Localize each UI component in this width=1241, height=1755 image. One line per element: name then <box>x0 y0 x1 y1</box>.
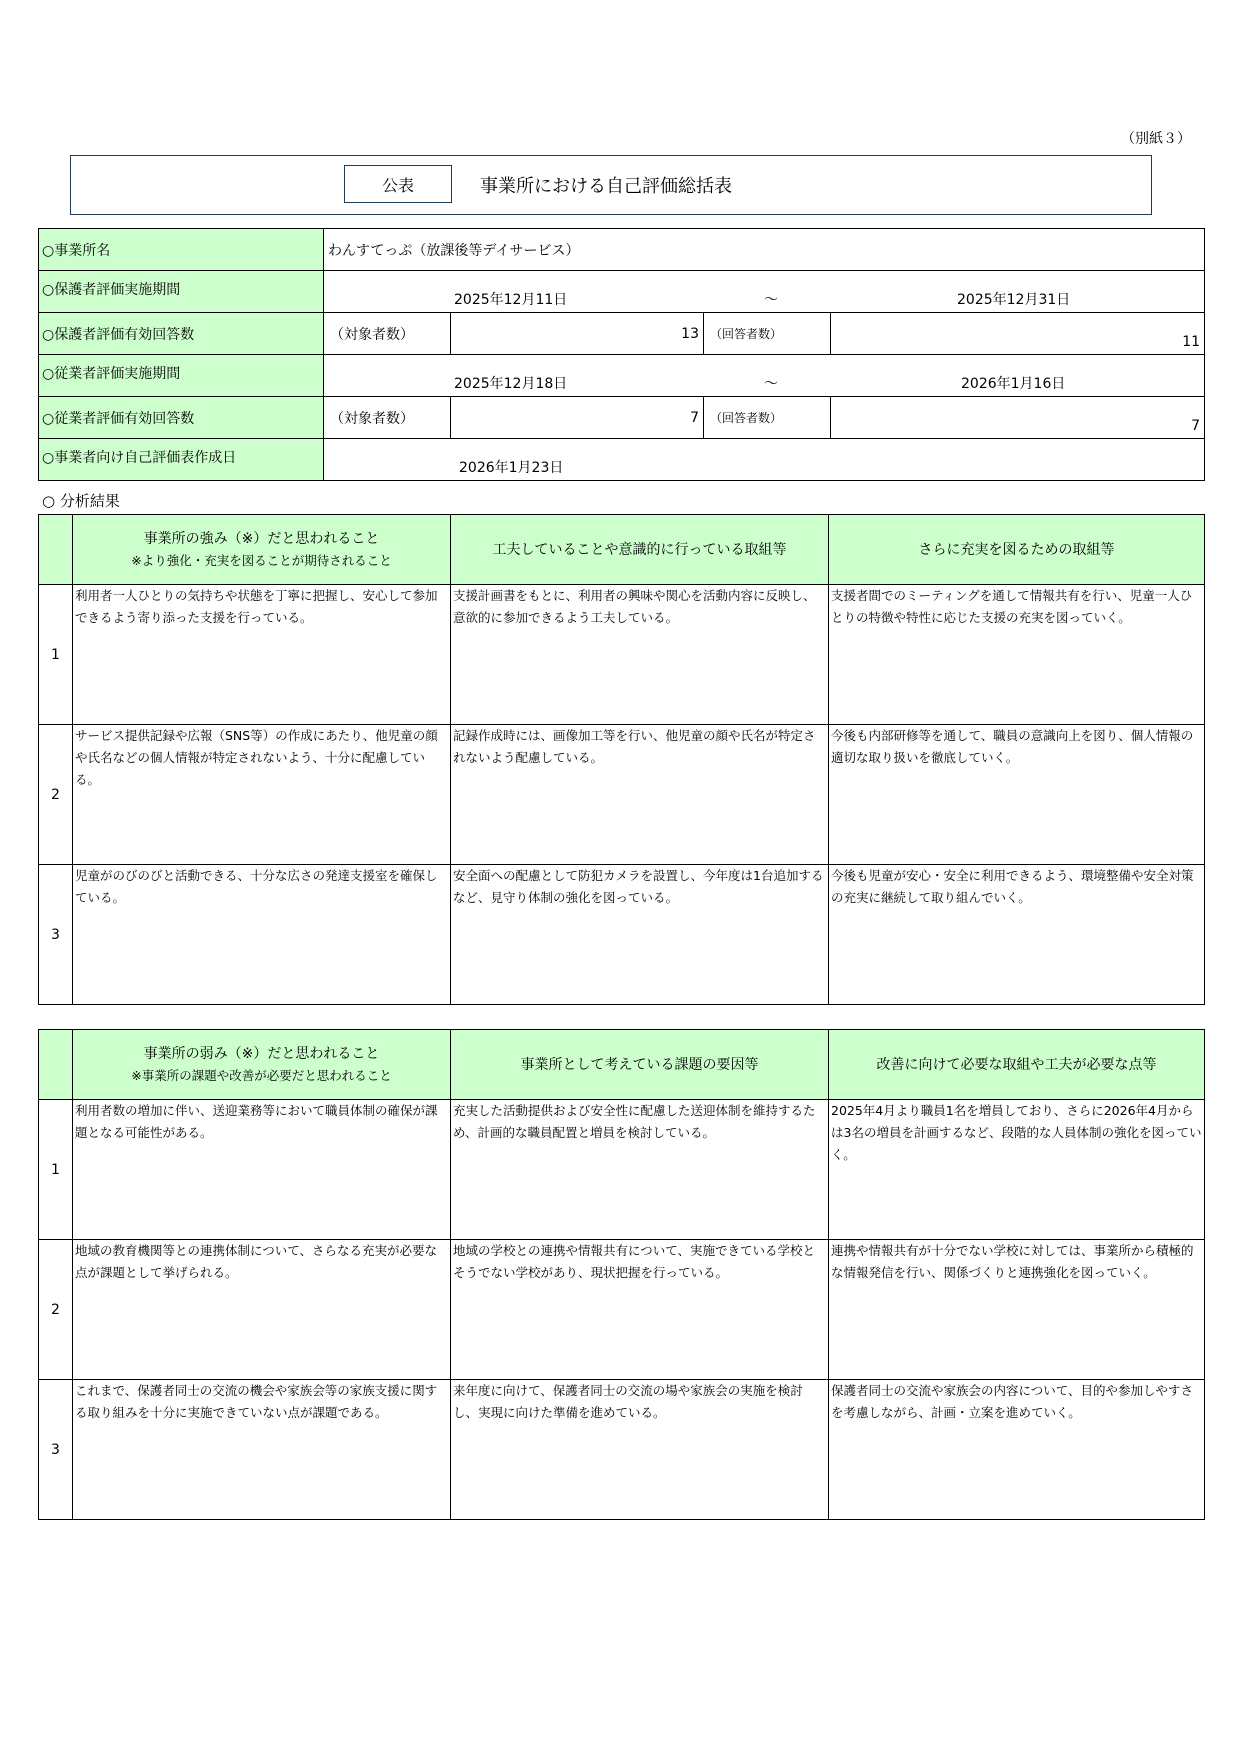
info-table <box>38 228 1205 481</box>
guardian-period-start: 2025年12月11日 <box>454 292 568 308</box>
weakness-text: 利用者数の増加に伴い、送迎業務等において職員体制の確保が課題となる可能性がある。 <box>73 1100 451 1240</box>
guardian-answer-label: （回答者数） <box>704 313 831 355</box>
cause-text: 来年度に向けて、保護者同士の交流の場や家族会の実施を検討し、実現に向けた準備を進めている。 <box>451 1380 829 1520</box>
attachment-label: （別紙３） <box>1121 131 1191 147</box>
staff-target-label: （対象者数） <box>324 397 451 439</box>
weakness-text: これまで、保護者同士の交流の機会や家族会等の家族支援に関する取り組みを十分に実施できていない点が課題である。 <box>73 1380 451 1520</box>
table-row <box>39 1380 1205 1520</box>
table-row <box>39 585 1205 725</box>
strengths-header-col1-note: ※より強化・充実を図ることが期待されること <box>131 552 392 568</box>
weaknesses-header-row <box>39 1030 1205 1100</box>
weaknesses-header-col3: 改善に向けて必要な取組や工夫が必要な点等 <box>829 1030 1205 1100</box>
strengths-header-col2: 工夫していることや意識的に行っている取組等 <box>451 515 829 585</box>
strengths-header-col1 <box>73 515 451 585</box>
strength-text: サービス提供記録や広報（SNS等）の作成にあたり、他児童の顔や氏名などの個人情報が特定されないよう、十分に配慮している。 <box>73 725 451 865</box>
table-row <box>39 1100 1205 1240</box>
staff-target-value: 7 <box>451 397 704 439</box>
staff-answer-label: （回答者数） <box>704 397 831 439</box>
staff-count-row <box>39 397 1205 439</box>
strengths-header-row <box>39 515 1205 585</box>
table-row <box>39 865 1205 1005</box>
effort-text: 支援計画書をもとに、利用者の興味や関心を活動内容に反映し、意欲的に参加できるよう工夫している。 <box>451 585 829 725</box>
weaknesses-header-col1-note: ※事業所の課題や改善が必要だと思われること <box>131 1067 392 1083</box>
header-num-cell <box>39 1030 73 1100</box>
cause-text: 充実した活動提供および安全性に配慮した送迎体制を維持するため、計画的な職員配置と増員を検討している。 <box>451 1100 829 1240</box>
effort-text: 安全面への配慮として防犯カメラを設置し、今年度は1台追加するなど、見守り体制の強化を図っている。 <box>451 865 829 1005</box>
staff-period-value <box>324 355 1205 397</box>
weaknesses-header-col1 <box>73 1030 451 1100</box>
guardian-count-row <box>39 313 1205 355</box>
improvement-text: 2025年4月より職員1名を増員しており、さらに2026年4月からは3名の増員を計画するなど、段階的な人員体制の強化を図っていく。 <box>829 1100 1205 1240</box>
row-number: 1 <box>39 585 73 725</box>
guardian-period-label: ○保護者評価実施期間 <box>39 271 324 313</box>
strength-text: 児童がのびのびと活動できる、十分な広さの発達支援室を確保している。 <box>73 865 451 1005</box>
staff-period-start: 2025年12月18日 <box>454 376 568 392</box>
guardian-period-sep: ～ <box>764 292 778 308</box>
created-date: 2026年1月23日 <box>459 460 564 476</box>
row-number: 2 <box>39 725 73 865</box>
row-number: 3 <box>39 1380 73 1520</box>
analysis-label: ○ 分析結果 <box>42 492 120 510</box>
created-value <box>324 439 1205 481</box>
staff-answer-value: 7 <box>831 397 1205 439</box>
row-number: 1 <box>39 1100 73 1240</box>
strengths-header-col3: さらに充実を図るための取組等 <box>829 515 1205 585</box>
staff-period-label: ○従業者評価実施期間 <box>39 355 324 397</box>
guardian-target-label: （対象者数） <box>324 313 451 355</box>
row-number: 2 <box>39 1240 73 1380</box>
strengths-header-col1-title: 事業所の強み（※）だと思われること <box>143 530 380 547</box>
enhancement-text: 今後も児童が安心・安全に利用できるよう、環境整備や安全対策の充実に継続して取り組んでいく。 <box>829 865 1205 1005</box>
header-num-cell <box>39 515 73 585</box>
improvement-text: 連携や情報共有が十分でない学校に対しては、事業所から積極的な情報発信を行い、関係づくりと連携強化を図っていく。 <box>829 1240 1205 1380</box>
staff-period-row <box>39 355 1205 397</box>
improvement-text: 保護者同士の交流や家族会の内容について、目的や参加しやすさを考慮しながら、計画・立案を進めていく。 <box>829 1380 1205 1520</box>
created-row <box>39 439 1205 481</box>
guardian-target-value: 13 <box>451 313 704 355</box>
document-title: 事業所における自己評価総括表 <box>480 176 732 197</box>
row-number: 3 <box>39 865 73 1005</box>
table-row <box>39 1240 1205 1380</box>
guardian-period-end: 2025年12月31日 <box>957 292 1071 308</box>
weaknesses-table <box>38 1029 1205 1520</box>
strengths-table <box>38 514 1205 1005</box>
title-box <box>70 155 1152 215</box>
guardian-answer-value: 11 <box>831 313 1205 355</box>
guardian-count-label: ○保護者評価有効回答数 <box>39 313 324 355</box>
effort-text: 記録作成時には、画像加工等を行い、他児童の顔や氏名が特定されないよう配慮している。 <box>451 725 829 865</box>
weaknesses-header-col2: 事業所として考えている課題の要因等 <box>451 1030 829 1100</box>
table-row <box>39 725 1205 865</box>
created-label: ○事業者向け自己評価表作成日 <box>39 439 324 481</box>
office-name-row <box>39 229 1205 271</box>
guardian-period-row <box>39 271 1205 313</box>
strength-text: 利用者一人ひとりの気持ちや状態を丁寧に把握し、安心して参加できるよう寄り添った支援を行っている。 <box>73 585 451 725</box>
enhancement-text: 支援者間でのミーティングを通して情報共有を行い、児童一人ひとりの特徴や特性に応じた支援の充実を図っていく。 <box>829 585 1205 725</box>
staff-period-end: 2026年1月16日 <box>961 376 1066 392</box>
enhancement-text: 今後も内部研修等を通して、職員の意識向上を図り、個人情報の適切な取り扱いを徹底していく。 <box>829 725 1205 865</box>
staff-count-label: ○従業者評価有効回答数 <box>39 397 324 439</box>
cause-text: 地域の学校との連携や情報共有について、実施できている学校とそうでない学校があり、現状把握を行っている。 <box>451 1240 829 1380</box>
public-badge: 公表 <box>344 165 452 203</box>
guardian-period-value <box>324 271 1205 313</box>
staff-period-sep: ～ <box>764 376 778 392</box>
office-name-label: ○事業所名 <box>39 229 324 271</box>
weakness-text: 地域の教育機関等との連携体制について、さらなる充実が必要な点が課題として挙げられる。 <box>73 1240 451 1380</box>
weaknesses-header-col1-title: 事業所の弱み（※）だと思われること <box>143 1045 380 1062</box>
office-name-value: わんすてっぷ（放課後等デイサービス） <box>324 229 1205 271</box>
